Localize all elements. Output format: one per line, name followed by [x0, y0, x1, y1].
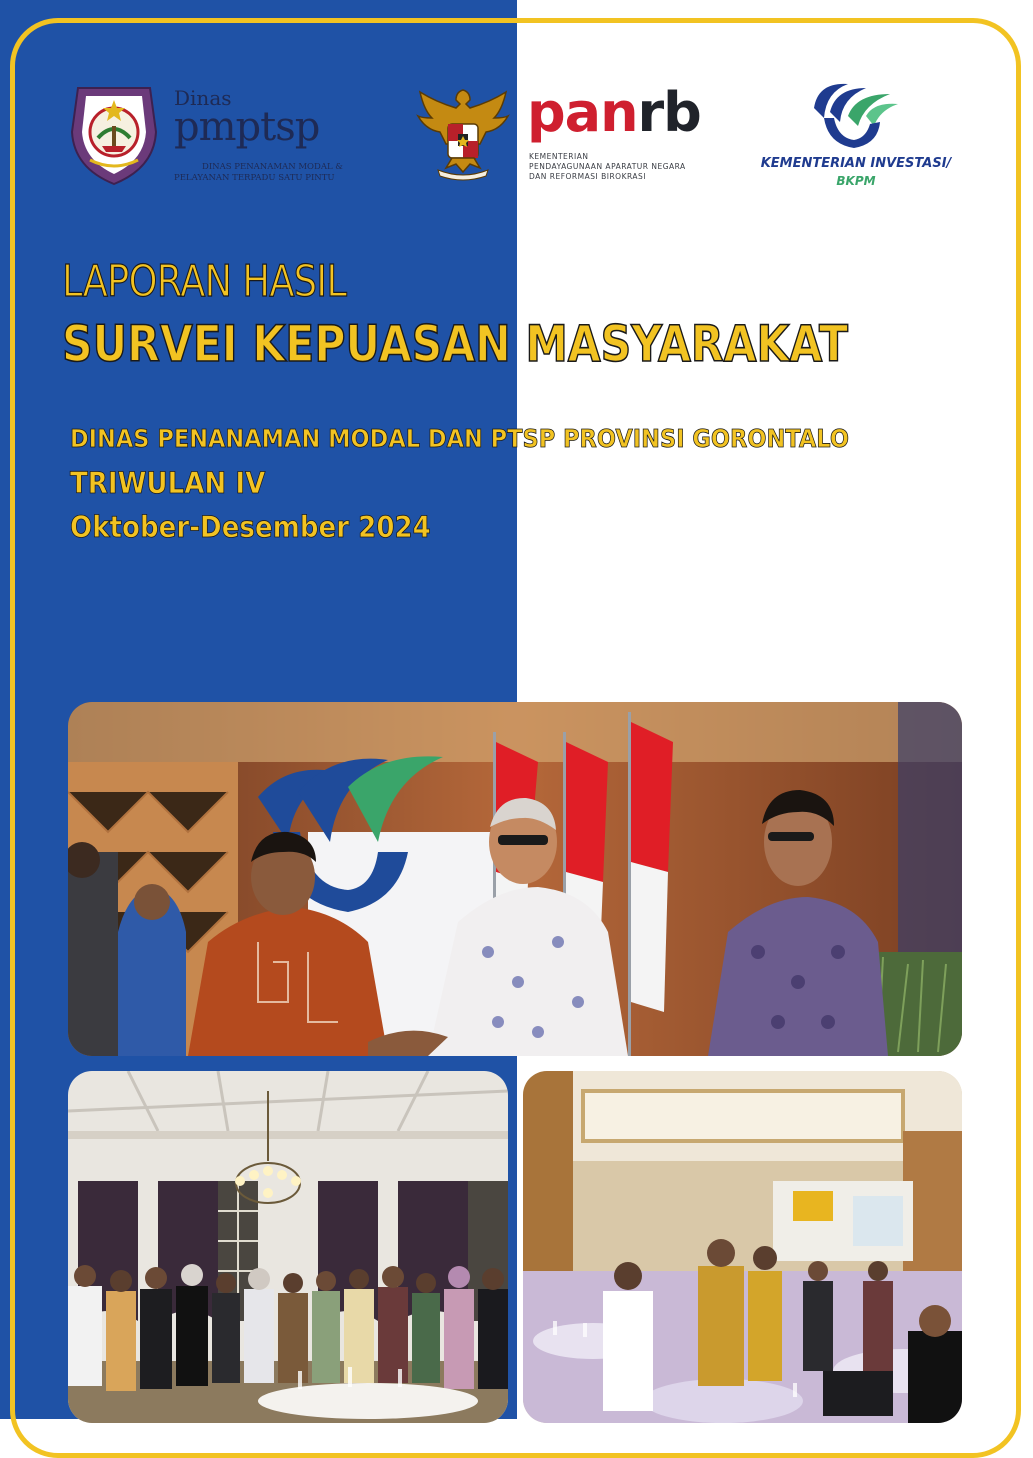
report-subtitle-period: Oktober-Desember 2024 [70, 510, 431, 544]
photo-meeting-room [523, 1071, 962, 1423]
report-subtitle-agency: DINAS PENANAMAN MODAL DAN PTSP PROVINSI GORONTALO [70, 424, 849, 453]
panrb-logo [527, 81, 707, 184]
report-subtitle-quarter: TRIWULAN IV [70, 466, 266, 500]
gorontalo-crest-icon [68, 80, 160, 186]
pmptsp-subtitle [174, 162, 343, 184]
panrb-subtitle-line3: DAN REFORMASI BIROKRASI [529, 172, 647, 181]
panrb-wordmark [527, 81, 701, 144]
panrb-pan-text: pan [527, 81, 638, 144]
panrb-subtitle [529, 152, 686, 182]
bkpm-logo [760, 78, 960, 198]
pmptsp-subtitle-line2: PELAYANAN TERPADU SATU PINTU [174, 173, 335, 183]
bkpm-title-line2: BKPM [836, 174, 876, 188]
panrb-subtitle-line1: KEMENTERIAN [529, 152, 589, 161]
panrb-rb-text: rb [637, 81, 701, 144]
photo-group-hall [68, 1071, 508, 1423]
bkpm-leaf-icon [808, 78, 900, 150]
pmptsp-logo [68, 80, 358, 190]
report-title-line2: SURVEI KEPUASAN MASYARAKAT [62, 315, 848, 373]
photo-officials-handshake [68, 702, 962, 1056]
bkpm-title-line1: KEMENTERIAN INVESTASI/ [760, 156, 952, 171]
garuda-emblem-icon [416, 84, 510, 182]
pmptsp-name-text: pmptsp [174, 104, 320, 150]
panrb-subtitle-line2: PENDAYAGUNAAN APARATUR NEGARA [529, 162, 686, 171]
pmptsp-dinas-text: Dinas [174, 86, 232, 110]
pmptsp-subtitle-line1: DINAS PENANAMAN MODAL & [202, 162, 343, 172]
report-title-line1: LAPORAN HASIL [62, 256, 347, 307]
